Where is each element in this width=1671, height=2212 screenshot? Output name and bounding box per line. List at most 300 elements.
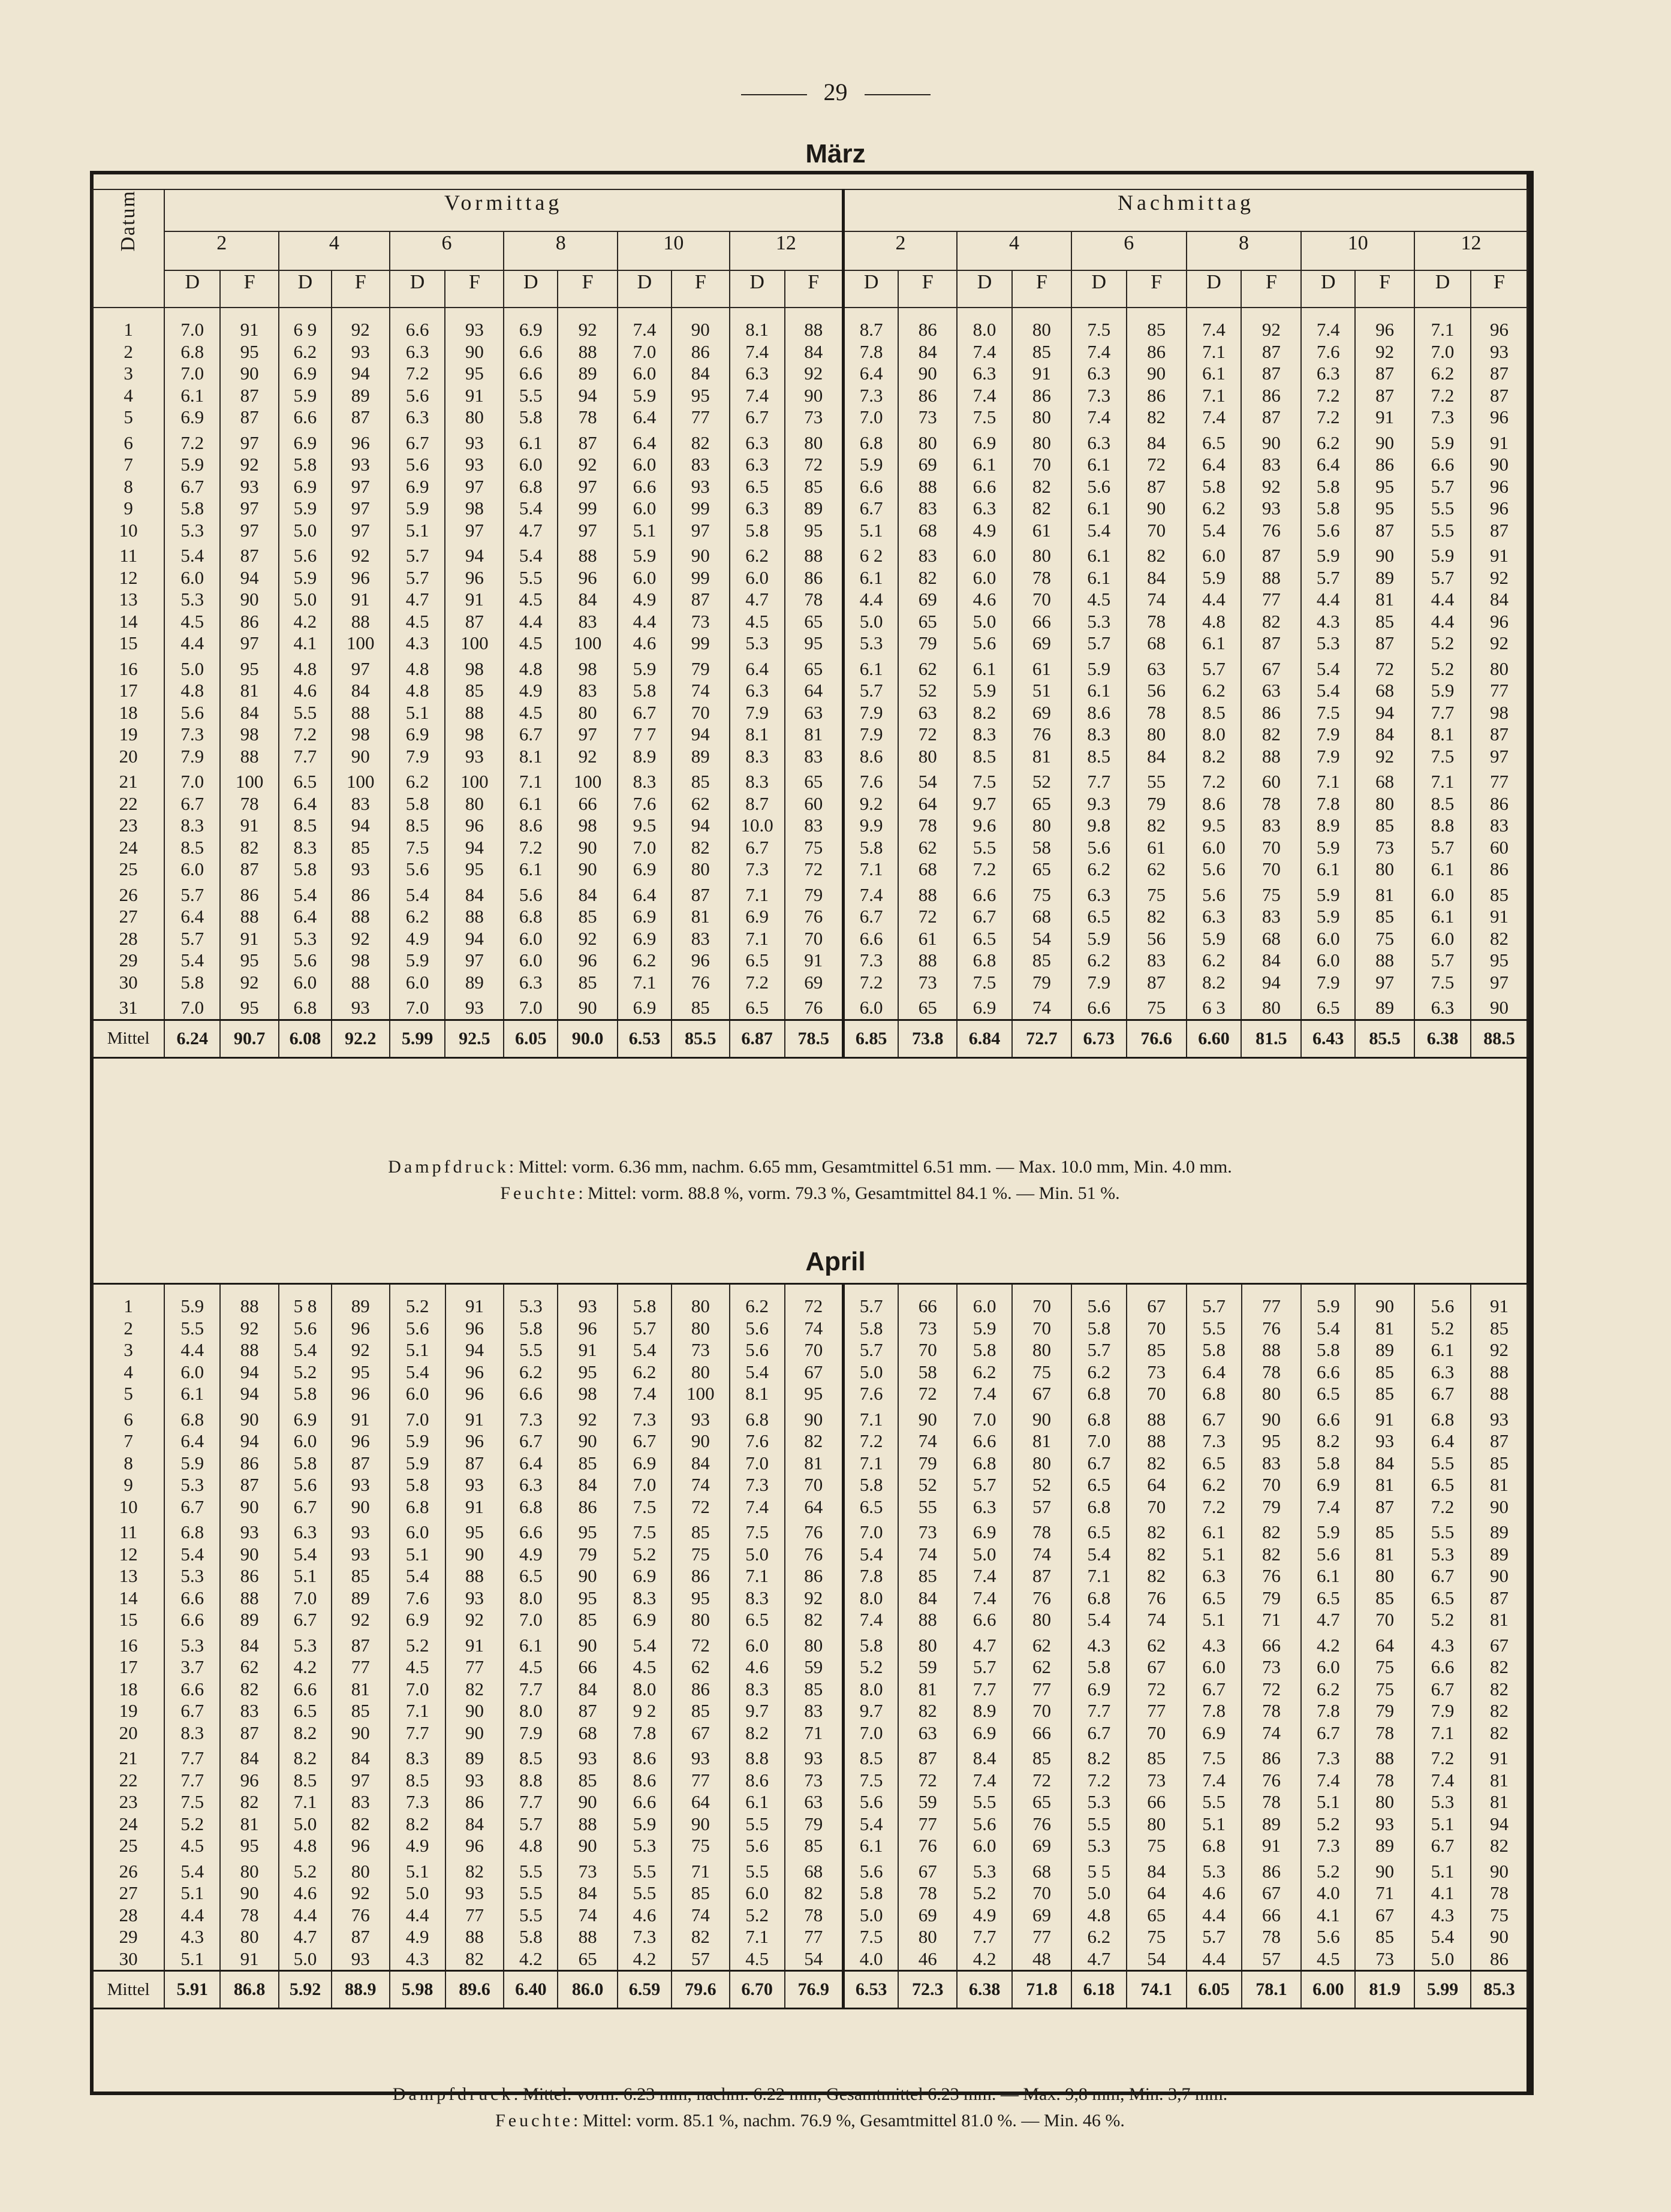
march-dampfdruck-line: [92, 1154, 1528, 1180]
april-values-d: 5.8 5.7 5.4 6.2 7.4: [618, 1284, 672, 1405]
march-mittel-value: 6.87: [730, 1020, 785, 1057]
april-values-f: 91 93 84 81 87: [1355, 1405, 1414, 1518]
march-values-f: 91 95 90 87 87: [220, 308, 279, 429]
april-values-d: 5.5 5.5 5.5 5.8 4.2: [504, 1857, 558, 1971]
april-values-d: 6.0 5.9 5.8 6.2 7.4: [957, 1284, 1012, 1405]
march-values-f: 80 70 82 82 61: [1012, 429, 1071, 542]
march-values-d: 4.8 4.8 5.1 6.9 7.9: [390, 655, 445, 768]
march-values-d: 8.3 7.6 9.5 7.0 6.9: [618, 767, 672, 881]
march-values-f: 79 74 70 94 89: [672, 655, 730, 768]
march-mittel-value: 6.85: [843, 1020, 898, 1057]
april-values-d: 5 5 5.0 4.8 6.2 4.7: [1071, 1857, 1127, 1971]
march-values-f: 90: [1471, 993, 1528, 1020]
march-values-d: 6.4 6.3 7.9 8.1 8.3: [730, 655, 785, 768]
march-day-block: [92, 429, 1528, 542]
march-values-d: 6.2 6.0 4.7 4.5 5.3: [730, 541, 785, 655]
march-values-d: 7.2 5.9 6.7 5.8 5.3: [164, 429, 220, 542]
march-values-f: 81 85 75 88 97: [1355, 881, 1414, 994]
march-day-numbers: 11 12 13 14 15: [92, 541, 164, 655]
march-values-d: 5.6 6.3 5.9 6.2 8.2: [1187, 881, 1242, 994]
march-values-f: 89: [1355, 993, 1414, 1020]
march-values-f: 63 56 78 80 84: [1127, 655, 1187, 768]
april-values-f: 89 89 90 87 81: [1471, 1518, 1528, 1631]
april-mittel-value: 6.38: [957, 1971, 1012, 2009]
april-mittel-value: 86.0: [558, 1971, 618, 2009]
april-values-f: 70 70 80 75 67: [1012, 1284, 1071, 1405]
april-values-d: 5.4 4.5 8.0 9 2 7.8: [618, 1631, 672, 1744]
f-header: F: [332, 270, 390, 308]
march-values-f: 91 92 84 96 92: [1471, 541, 1528, 655]
march-values-f: 85: [672, 993, 730, 1020]
april-values-f: 91 77 82 90 90: [445, 1631, 504, 1744]
april-values-f: 88 92 88 94 94: [220, 1284, 279, 1405]
march-values-d: 6.5 6.4 5.8 6.2 5.4: [1187, 429, 1242, 542]
dash-right: [865, 94, 931, 95]
april-values-d: 6.5 5.4 7.1 6.8 5.4: [1071, 1518, 1127, 1631]
march-day-numbers: 21 22 23 24 25: [92, 767, 164, 881]
march-values-f: 87 92 97 99 97: [558, 429, 618, 542]
march-values-d: 6.0 6.0 4.6 5.0 5.6: [957, 541, 1012, 655]
april-day-numbers: 21 22 23 24 25: [92, 1744, 164, 1857]
march-values-d: 5.9 5.8 6.7 7 7 8.9: [618, 655, 672, 768]
hour-header-vorm-8: 8: [504, 231, 618, 270]
april-values-f: 68 82 78 77 54: [785, 1857, 844, 1971]
april-values-f: 90 78 75 90 86: [1471, 1857, 1528, 1971]
march-values-f: 79 76 70 91 69: [785, 881, 844, 994]
april-values-d: 5.6 5.8 5.0 7.5 4.0: [844, 1857, 899, 1971]
april-mittel-value: 79.6: [672, 1971, 730, 2009]
april-values-f: 85 72 65 76 69: [1012, 1744, 1071, 1857]
march-values-f: 87 94 90 86 97: [220, 541, 279, 655]
march-values-f: 90 83 92 93 76: [1241, 429, 1301, 542]
march-values-d: 7.0 6.7 8.3 8.5 6.0: [164, 767, 220, 881]
march-mittel-value: 6.53: [618, 1020, 672, 1057]
march-day-block: [92, 993, 1528, 1020]
f-header: F: [1127, 270, 1187, 308]
april-values-d: 4.3 6.6 6.7 7.9 7.1: [1414, 1631, 1471, 1744]
f-header: F: [898, 270, 957, 308]
d-header: D: [843, 270, 898, 308]
april-values-d: 5.2 4.0 4.1 5.6 4.5: [1301, 1857, 1355, 1971]
april-mittel-value: 81.9: [1355, 1971, 1414, 2009]
march-values-d: 6.8 5.9 6.6 6.7 5.1: [843, 429, 898, 542]
march-feuchte-text: : Mittel: vorm. 88.8 %, vorm. 79.3 %, Gesamtmittel 84.1 %. — Min. 51 %.: [578, 1183, 1120, 1203]
march-values-f: 82 84 74 78 68: [1127, 541, 1187, 655]
nachmittag-header: Nachmittag: [843, 189, 1528, 231]
april-values-d: 6.7 7.3 6.5 6.2 7.2: [1187, 1405, 1242, 1518]
april-values-f: 88 88 82 64 70: [1127, 1405, 1187, 1518]
march-values-d: 7.0: [164, 993, 220, 1020]
march-values-f: 91 90 96 96 87: [1471, 429, 1528, 542]
f-header: F: [220, 270, 279, 308]
april-values-d: 7.3 7.4 5.1 5.2 7.3: [1301, 1744, 1355, 1857]
march-values-d: 6.0: [843, 993, 898, 1020]
march-values-f: 86 88 91 95 92: [220, 881, 279, 994]
april-values-d: 6.8 7.0 6.7 6.5 6.8: [1071, 1405, 1127, 1518]
april-values-d: 6.8 7.6 7.0 7.3 7.4: [730, 1405, 785, 1518]
march-values-f: 84 88 94 97 89: [445, 881, 504, 994]
f-header: F: [1355, 270, 1414, 308]
march-values-f: 60 78 83 70 70: [1241, 767, 1301, 881]
march-values-d: 5.9 6.1 8.6 8.3 8.5: [1071, 655, 1127, 768]
april-mittel-value: 86.8: [220, 1971, 279, 2009]
april-values-d: 5.6 5.2 6.1 6.3 6.7: [1414, 1284, 1471, 1405]
march-mittel-value: 92.2: [332, 1020, 390, 1057]
march-values-d: 6.9 5.8 6.9 5.9 5.0: [279, 429, 332, 542]
april-values-f: 82 82 82 76 74: [1127, 1518, 1187, 1631]
d-header: D: [957, 270, 1012, 308]
april-values-d: 7.5 5.2 6.9 8.3 6.9: [618, 1518, 672, 1631]
april-values-d: 5.2 4.5 7.0 7.1 7.7: [390, 1631, 445, 1744]
march-mittel-value: 90.7: [220, 1020, 279, 1057]
march-values-f: 88 86 78 65 95: [785, 541, 844, 655]
april-values-d: 5.7 5.5 5.8 6.4 6.8: [1187, 1284, 1242, 1405]
april-values-f: 93 87 85 81 90: [1471, 1405, 1528, 1518]
march-values-d: 6.9: [618, 993, 672, 1020]
march-values-d: 5.4 5.4 7.5 7.9 7.9: [1301, 655, 1355, 768]
march-day-block: [92, 655, 1528, 768]
april-values-f: 93 90 86 88 89: [220, 1518, 279, 1631]
march-values-d: 7.6 9.2 9.9 5.8 7.1: [843, 767, 898, 881]
march-values-d: 5.6 5.9 5.0 4.2 4.1: [279, 541, 332, 655]
march-values-d: 6.5: [1301, 993, 1355, 1020]
march-day-numbers: 31: [92, 993, 164, 1020]
march-values-d: 8.0 7.4 6.3 7.4 7.5: [957, 308, 1012, 429]
april-values-f: 90 74 79 52 55: [898, 1405, 957, 1518]
april-dampfdruck-text: : Mittel: vorm. 6.23 mm, nachm. 6.22 mm, Gesamtmittel 6.23 mm. — Max. 9,8 mm, Min. 3,7 mm.: [513, 2084, 1228, 2104]
march-values-d: 5.9 6.6 5.7 5.5 5.5: [1414, 429, 1471, 542]
f-header: F: [1012, 270, 1071, 308]
april-values-d: 8.4 7.4 5.5 5.6 6.0: [957, 1744, 1012, 1857]
april-values-f: 82 82 76 79 71: [1242, 1518, 1302, 1631]
april-values-d: 6.6 4.9 6.5 8.0 7.0: [504, 1518, 558, 1631]
april-values-f: 78 74 87 76 80: [1012, 1518, 1071, 1631]
april-values-d: 5.9 5.5 4.4 6.0 6.1: [164, 1284, 220, 1405]
hour-header-nachm-12: 12: [1414, 231, 1528, 270]
march-values-d: 6.9 6.1 6.6 6.3 4.9: [957, 429, 1012, 542]
march-values-f: 61 51 69 76 81: [1012, 655, 1071, 768]
march-values-d: 6.1 6.0 6.8 5.4 4.7: [504, 429, 558, 542]
april-values-f: 84 97 83 82 96: [332, 1744, 390, 1857]
april-values-f: 67 70 85 73 70: [1127, 1284, 1187, 1405]
april-values-d: 8.6 8.6 6.6 5.9 5.3: [618, 1744, 672, 1857]
march-feuchte-line: [92, 1180, 1528, 1207]
march-values-d: 7.0: [390, 993, 445, 1020]
april-table: [92, 1283, 1528, 2009]
march-values-d: 5.9 6.0 4.9 4.4 4.6: [618, 541, 672, 655]
april-mittel-value: 89.6: [445, 1971, 504, 2009]
april-values-f: 80 92 76 87 93: [332, 1857, 390, 1971]
april-values-d: 5.3 5.2 4.9 7.7 4.2: [957, 1857, 1012, 1971]
april-values-f: 90 81 89 85 85: [1355, 1284, 1414, 1405]
datum-header-text: Datum: [117, 190, 140, 252]
march-values-d: 7.1 6.9 7.1 6.5 7.2: [730, 881, 785, 994]
march-values-d: 5.4 6.2 4.9 5.9 6.0: [390, 881, 445, 994]
april-values-f: 76 76 86 92 82: [785, 1518, 844, 1631]
march-values-f: 86 88 92 98 88: [332, 881, 390, 994]
april-feuchte-label: Feuchte: [495, 2111, 574, 2130]
march-values-f: 90 99 87 73 99: [672, 541, 730, 655]
april-values-f: 90 82 81 70 64: [785, 1405, 844, 1518]
march-values-f: 75: [1127, 993, 1187, 1020]
march-values-d: 5.4 6.4 5.3 5.6 6.0: [279, 881, 332, 994]
april-mittel-value: 72.3: [898, 1971, 957, 2009]
april-mittel-value: 88.9: [332, 1971, 390, 2009]
march-values-d: 7.0: [504, 993, 558, 1020]
april-day-numbers: 11 12 13 14 15: [92, 1518, 164, 1631]
march-values-f: 93 90 95 91 80: [445, 308, 504, 429]
april-mittel-value: 6.05: [1187, 1971, 1242, 2009]
march-values-d: 5.2 5.9 7.7 8.1 7.5: [1414, 655, 1471, 768]
april-values-f: 86 67 66 78 57: [1242, 1857, 1302, 1971]
march-values-f: 95: [220, 993, 279, 1020]
april-values-d: 6.8 5.4 5.3 6.6 6.6: [164, 1518, 220, 1631]
march-values-d: 6.3 6.3 6.5 6.3 5.8: [730, 429, 785, 542]
march-day-numbers: 6 7 8 9 10: [92, 429, 164, 542]
hour-header-nachm-2: 2: [843, 231, 957, 270]
march-values-f: 86 84 90 86 73: [898, 308, 957, 429]
mittel-label: Mittel: [92, 1020, 164, 1057]
d-header: D: [164, 270, 220, 308]
april-values-f: 80 80 73 80 100: [672, 1284, 730, 1405]
march-values-f: 96 92 87 87 91: [1355, 308, 1414, 429]
march-day-block: [92, 541, 1528, 655]
april-values-f: 85 75 86 95 80: [672, 1518, 730, 1631]
march-values-d: 8.7 7.8 6.4 7.3 7.0: [843, 308, 898, 429]
april-values-f: 66 73 70 58 72: [898, 1284, 957, 1405]
march-values-f: 95 81 84 98 88: [220, 655, 279, 768]
april-values-f: 93 96 91 95 98: [558, 1284, 618, 1405]
march-table: [92, 189, 1528, 1059]
hour-header-vorm-10: 10: [618, 231, 730, 270]
march-mittel-value: 85.5: [1355, 1020, 1414, 1057]
april-values-f: 73 74 85 84 88: [898, 1518, 957, 1631]
april-mittel-value: 5.99: [1414, 1971, 1471, 2009]
march-mittel-value: 73.8: [898, 1020, 957, 1057]
april-values-f: 68 70 69 77 48: [1012, 1857, 1071, 1971]
april-values-f: 91 96 94 96 96: [445, 1284, 504, 1405]
hour-header-nachm-8: 8: [1187, 231, 1302, 270]
d-header: D: [1187, 270, 1242, 308]
april-values-f: 80 90 78 80 91: [220, 1857, 279, 1971]
march-values-d: 5.4 5.5 4.5 4.4 4.5: [504, 541, 558, 655]
april-values-d: 4.3 6.0 6.7 7.8 6.9: [1187, 1631, 1242, 1744]
april-day-numbers: 1 2 3 4 5: [92, 1284, 164, 1405]
march-day-block: [92, 308, 1528, 429]
march-values-d: 6.0 6.1 6.0 5.7 7.5: [1414, 881, 1471, 994]
april-values-d: 5.3 5.8 5.5 6.2 6.6: [504, 1284, 558, 1405]
april-mittel-value: 5.98: [390, 1971, 445, 2009]
march-title: März: [805, 139, 866, 168]
march-values-f: 55 79 82 61 62: [1127, 767, 1187, 881]
march-values-d: 6.6 6.7 6.5 6.8 7.5: [957, 881, 1012, 994]
march-values-d: 5.7 6.4 5.7 5.4 5.8: [164, 881, 220, 994]
march-mittel-value: 6.08: [279, 1020, 332, 1057]
april-values-f: 62 67 72 77 70: [1127, 1631, 1187, 1744]
april-values-f: 89 96 92 95 96: [332, 1284, 390, 1405]
april-values-d: 8.8 8.6 6.1 5.5 5.6: [730, 1744, 785, 1857]
hour-header-vorm-6: 6: [390, 231, 504, 270]
april-day-block: [92, 1518, 1528, 1631]
april-values-f: 80 59 81 82 63: [898, 1631, 957, 1744]
march-values-f: 97 84 88 98 90: [332, 655, 390, 768]
march-values-f: 87 81 83 96 76: [672, 881, 730, 994]
april-values-d: 5.2 5.6 5.1 5.4 6.0: [390, 1284, 445, 1405]
april-values-f: 88 78 80 93 89: [1355, 1744, 1414, 1857]
march-values-f: 80 78 70 66 69: [1012, 541, 1071, 655]
hour-header-nachm-10: 10: [1301, 231, 1414, 270]
april-mittel-value: 6.00: [1301, 1971, 1355, 2009]
march-values-f: 88 96 84 83 100: [558, 541, 618, 655]
march-values-d: 7.0 6.8 7.0 6.1 6.9: [164, 308, 220, 429]
march-values-f: 54 64 78 62 68: [898, 767, 957, 881]
march-values-f: 92 88 89 94 78: [558, 308, 618, 429]
april-values-d: 7.2 7.4 5.3 5.1 6.7: [1414, 1744, 1471, 1857]
march-values-d: 6.6 6.3 7.2 5.6 6.3: [390, 308, 445, 429]
march-values-f: 75 82 56 83 87: [1127, 881, 1187, 994]
april-values-f: 85 81 80 85 70: [1355, 1518, 1414, 1631]
march-values-d: 6.9: [957, 993, 1012, 1020]
march-values-d: 7.1 6.1 8.6 7.2 6.1: [504, 767, 558, 881]
march-values-d: 6.2 5.8 8.5 7.5 5.6: [390, 767, 445, 881]
april-values-d: 4.3 5.8 6.9 7.7 6.7: [1071, 1631, 1127, 1744]
march-mittel-value: 90.0: [558, 1020, 618, 1057]
march-values-f: 67 63 86 82 88: [1241, 655, 1301, 768]
april-mittel-value: 76.9: [785, 1971, 844, 2009]
march-values-f: 80: [1241, 993, 1301, 1020]
march-values-d: 8.3 8.7 10.0 6.7 7.3: [730, 767, 785, 881]
march-values-d: 7.7 9.3 9.8 5.6 6.2: [1071, 767, 1127, 881]
march-values-d: 6.8: [279, 993, 332, 1020]
april-values-d: 5.2 4.6 4.4 4.7 5.0: [279, 1857, 332, 1971]
march-values-f: 90 86 84 95 77: [672, 308, 730, 429]
march-values-d: 6.5 6.4 8.5 8.3 5.8: [279, 767, 332, 881]
march-values-d: 7.4 6.7 6.6 7.3 7.2: [843, 881, 898, 994]
april-values-f: 73 84 74 88 65: [558, 1857, 618, 1971]
march-values-d: 7.1 7.0 6.2 7.2 7.3: [1414, 308, 1471, 429]
april-values-d: 5.5 5.5 4.6 7.3 4.2: [618, 1857, 672, 1971]
april-dampfdruck-line: [92, 2081, 1528, 2108]
april-values-f: 67 82 82 82 82: [1471, 1631, 1528, 1744]
april-values-d: 6.9 6.0 5.8 5.6 6.7: [279, 1405, 332, 1518]
march-mittel-value: 6.05: [504, 1020, 558, 1057]
march-mittel-value: 6.24: [164, 1020, 220, 1057]
d-header: D: [279, 270, 332, 308]
april-values-f: 91 96 87 93 91: [445, 1405, 504, 1518]
march-values-d: 5.7 6.2 8.5 8.0 8.2: [1187, 655, 1242, 768]
april-values-f: 90 94 86 87 90: [220, 1405, 279, 1518]
april-values-f: 86 76 78 89 91: [1242, 1744, 1302, 1857]
april-values-d: 7.7 7.7 7.5 5.2 4.5: [164, 1744, 220, 1857]
march-values-d: 6.6: [1071, 993, 1127, 1020]
march-values-f: 100 66 98 90 90: [558, 767, 618, 881]
april-values-d: 5.1 5.0 4.4 4.9 4.3: [390, 1857, 445, 1971]
april-day-block: [92, 1631, 1528, 1744]
april-values-d: 8.5 8.8 7.7 5.7 4.8: [504, 1744, 558, 1857]
march-values-f: 93: [445, 993, 504, 1020]
april-values-f: 87 77 81 85 90: [332, 1631, 390, 1744]
april-mittel-value: 6.40: [504, 1971, 558, 2009]
march-values-f: 94 96 91 87 100: [445, 541, 504, 655]
april-values-d: 5.9 5.4 5.8 6.6 6.5: [1301, 1284, 1355, 1405]
d-header: D: [504, 270, 558, 308]
march-values-d: 7.4 7.1 6.1 7.1 7.4: [1187, 308, 1242, 429]
april-values-f: 91 81 81 94 82: [1471, 1744, 1528, 1857]
march-mittel-value: 6.73: [1071, 1020, 1127, 1057]
march-values-d: 6 2 6.1 4.4 5.0 5.3: [843, 541, 898, 655]
march-mittel-value: 72.7: [1012, 1020, 1071, 1057]
march-values-f: 93: [332, 993, 390, 1020]
march-values-f: 84 72 87 90 70: [1127, 429, 1187, 542]
april-values-d: 4.7 5.7 7.7 8.9 6.9: [957, 1631, 1012, 1744]
march-values-f: 92 93 94 89 87: [332, 308, 390, 429]
march-values-f: 88 72 61 88 73: [898, 881, 957, 994]
march-values-f: 76: [785, 993, 844, 1020]
hour-header-vorm-12: 12: [730, 231, 844, 270]
march-values-d: 6.5: [730, 993, 785, 1020]
april-mittel-value: 74.1: [1127, 1971, 1187, 2009]
d-header: D: [1414, 270, 1471, 308]
april-values-d: 5.9 5.6 6.1 6.5 4.7: [1301, 1518, 1355, 1631]
march-day-numbers: 16 17 18 19 20: [92, 655, 164, 768]
april-mittel-value: 78.1: [1242, 1971, 1302, 2009]
march-day-block: [92, 767, 1528, 881]
march-day-numbers: 1 2 3 4 5: [92, 308, 164, 429]
march-values-d: 7.4 7.6 6.3 7.2 7.2: [1301, 308, 1355, 429]
april-values-d: 7.3 6.7 6.9 7.0 7.5: [618, 1405, 672, 1518]
april-values-f: 87 72 59 77 76: [898, 1744, 957, 1857]
d-header: D: [1301, 270, 1355, 308]
april-values-f: 90 95 83 70 79: [1242, 1405, 1302, 1518]
april-day-numbers: 16 17 18 19 20: [92, 1631, 164, 1744]
march-summary: [92, 1154, 1528, 1207]
april-values-d: 5.6 5.8 5.7 6.2 6.8: [1071, 1284, 1127, 1405]
april-values-f: 72 62 86 85 67: [672, 1631, 730, 1744]
hour-header-nachm-6: 6: [1071, 231, 1187, 270]
april-values-f: 93 77 64 90 75: [672, 1744, 730, 1857]
march-mittel-value: 6.60: [1187, 1020, 1242, 1057]
april-values-d: 7.5 5.0 7.1 8.3 6.5: [730, 1518, 785, 1631]
march-values-f: 68 80 85 73 80: [1355, 767, 1414, 881]
april-values-d: 5.4 5.1 4.4 4.3 5.1: [164, 1857, 220, 1971]
april-values-d: 8.2 8.5 7.1 5.0 4.8: [279, 1744, 332, 1857]
april-feuchte-line: [92, 2108, 1528, 2134]
april-dampfdruck-label: Dampfdruck: [392, 2084, 514, 2104]
april-values-d: 7.3 6.7 6.4 6.3 6.8: [504, 1405, 558, 1518]
f-header: F: [1471, 270, 1528, 308]
dash-left: [741, 94, 807, 95]
april-mittel-value: 6.53: [844, 1971, 899, 2009]
april-values-d: 5.1 4.1 4.3 5.4 5.0: [1414, 1857, 1471, 1971]
april-values-d: 6.9 5.0 7.4 7.4 6.6: [957, 1518, 1012, 1631]
april-values-f: 92 90 85 84 86: [558, 1405, 618, 1518]
april-day-block: [92, 1857, 1528, 1971]
march-day-numbers: 26 27 28 29 30: [92, 881, 164, 994]
april-values-f: 95 90 88 93 92: [445, 1518, 504, 1631]
april-values-f: 67 78 69 80 46: [898, 1857, 957, 1971]
march-values-f: 100 80 96 94 95: [445, 767, 504, 881]
march-values-f: 96 93 97 97 97: [332, 429, 390, 542]
march-values-d: 5.0 4.8 5.6 7.3 7.9: [164, 655, 220, 768]
april-values-f: 66 73 72 78 74: [1242, 1631, 1302, 1744]
march-values-d: 7.2 8.6 9.5 6.0 5.6: [1187, 767, 1242, 881]
april-mittel-value: 5.91: [164, 1971, 220, 2009]
april-values-d: 6.6 8.2 5.8 6.9 7.4: [1301, 1405, 1355, 1518]
mittel-label: Mittel: [92, 1971, 164, 2009]
march-values-d: 5.6 6.8 6.0 6.0 6.3: [504, 881, 558, 994]
march-values-f: 75 83 68 84 94: [1241, 881, 1301, 994]
april-values-f: 80 59 85 83 71: [785, 1631, 844, 1744]
